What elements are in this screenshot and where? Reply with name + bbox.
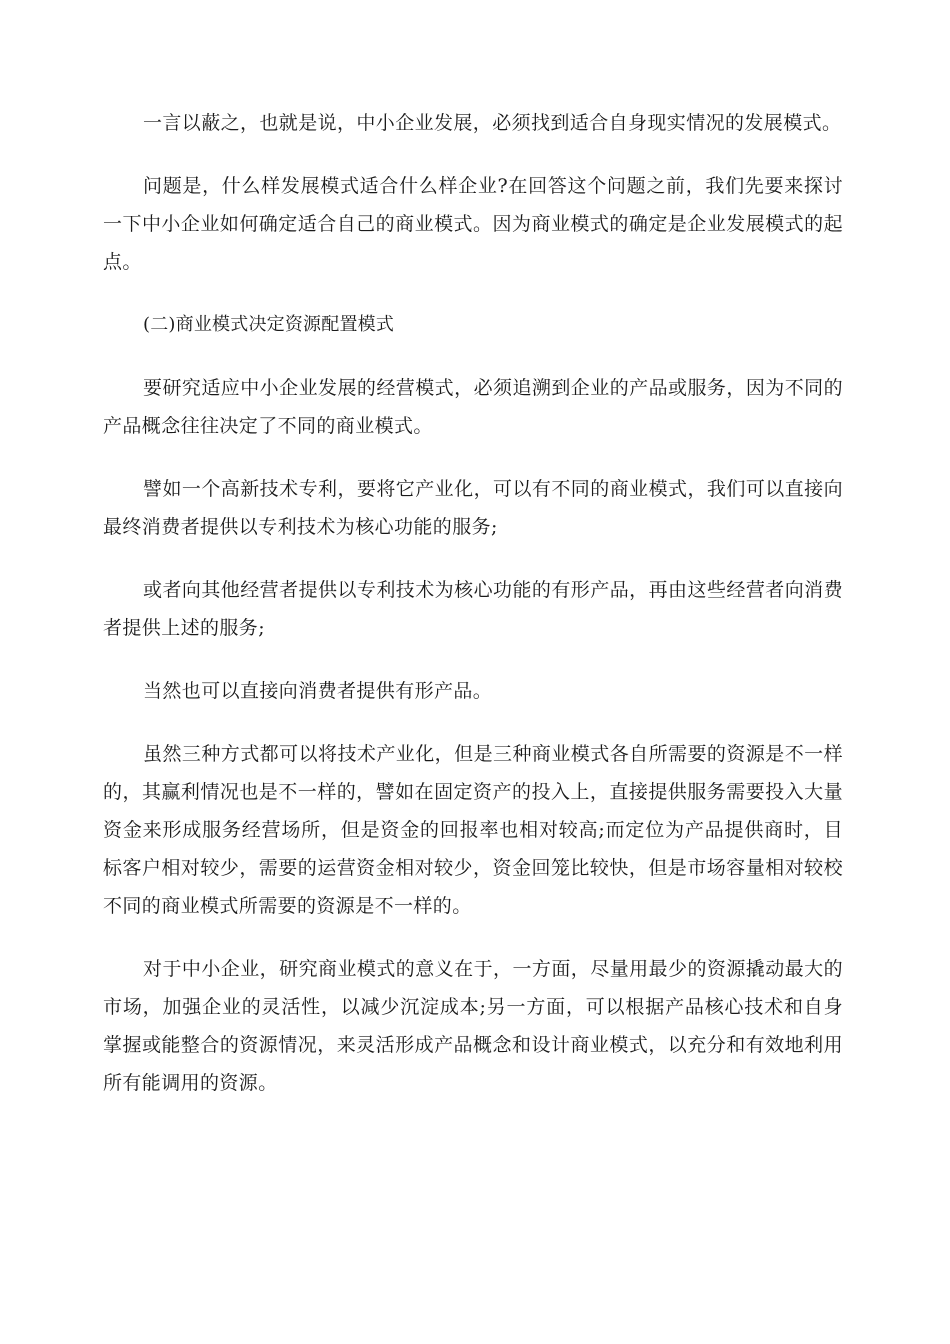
paragraph-summary: 一言以蔽之，也就是说，中小企业发展，必须找到适合自身现实情况的发展模式。 bbox=[143, 112, 842, 134]
paragraph-option-three: 当然也可以直接向消费者提供有形产品。 bbox=[143, 680, 493, 702]
paragraph-option-two: 或者向其他经营者提供以专利技术为核心功能的有形产品，再由这些经营者向消费者提供上述的服务; bbox=[103, 579, 843, 639]
paragraph-product-concept: 要研究适应中小企业发展的经营模式，必须追溯到企业的产品或服务，因为不同的产品概念往往决定了不同的商业模式。 bbox=[103, 377, 843, 437]
paragraph-resource-comparison: 虽然三种方式都可以将技术产业化，但是三种商业模式各自所需要的资源是不一样的，其赢利情况也是不一样的，譬如在固定资产的投入上，直接提供服务需要投入大量资金来形成服务经营场所，但是资金的回报率也相对较高;而定位为产品提供商时，目标客户相对较少，需要的运营资金相对较少，资金回笼比较快，但是市场容量相对较校不同的商业模式所需要的资源是不一样的。 bbox=[103, 743, 843, 917]
section-heading: (二)商业模式决定资源配置模式 bbox=[143, 314, 395, 335]
paragraph-patent-example: 譬如一个高新技术专利，要将它产业化，可以有不同的商业模式，我们可以直接向最终消费者提供以专利技术为核心功能的服务; bbox=[103, 478, 843, 538]
paragraph-question: 问题是，什么样发展模式适合什么样企业?在回答这个问题之前，我们先要来探讨一下中小企业如何确定适合自己的商业模式。因为商业模式的确定是企业发展模式的起点。 bbox=[103, 175, 843, 273]
paragraph-significance: 对于中小企业，研究商业模式的意义在于，一方面，尽量用最少的资源撬动最大的市场，加强企业的灵活性，以减少沉淀成本;另一方面，可以根据产品核心技术和自身掌握或能整合的资源情况，来灵活形成产品概念和设计商业模式，以充分和有效地利用所有能调用的资源。 bbox=[103, 958, 843, 1094]
document-body bbox=[103, 104, 843, 1127]
